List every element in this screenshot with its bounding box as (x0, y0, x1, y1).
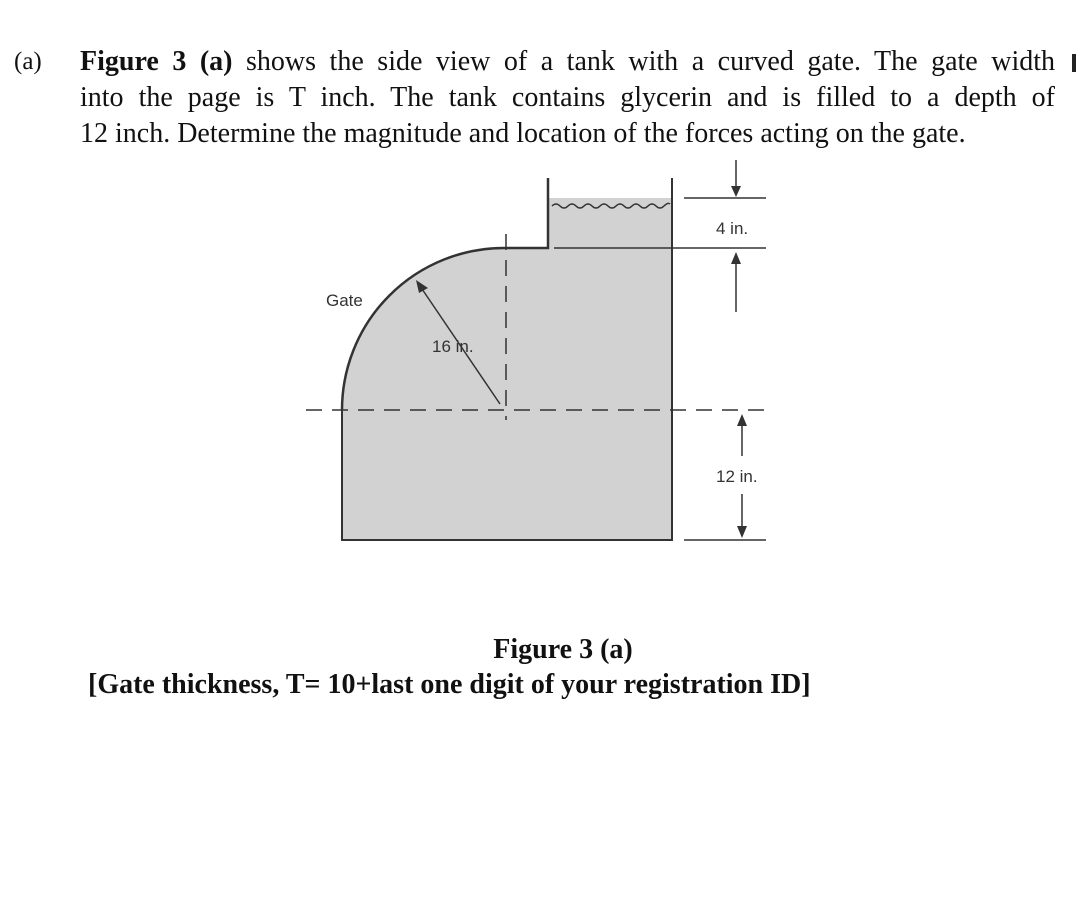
radius-label: 16 in. (432, 337, 474, 356)
dimension-top-arrowhead-up (731, 252, 741, 264)
question-label: (a) (14, 48, 42, 75)
dimension-bottom-label: 12 in. (716, 467, 758, 486)
dimension-top-label: 4 in. (716, 219, 749, 238)
dimension-top-arrowhead-down (731, 186, 741, 197)
figure-caption: Figure 3 (a) (493, 634, 633, 665)
gate-label: Gate (326, 291, 363, 310)
dimension-bottom-arrowhead-down (737, 526, 747, 538)
tank-fluid-region (342, 198, 672, 540)
figure-reference: Figure 3 (a) (80, 46, 233, 77)
question-line-2: into the page is T inch. The tank contains glycerin and is filled to a depth of (80, 82, 1055, 113)
gate-thickness-note: [Gate thickness, T= 10+last one digit of your registration ID] (88, 669, 811, 700)
dimension-bottom-arrowhead-up (737, 414, 747, 426)
question-line-3: 12 inch. Determine the magnitude and location of the forces acting on the gate. (80, 118, 966, 149)
question-line-1-rest: shows the side view of a tank with a curved gate. The gate width (232, 46, 1055, 77)
